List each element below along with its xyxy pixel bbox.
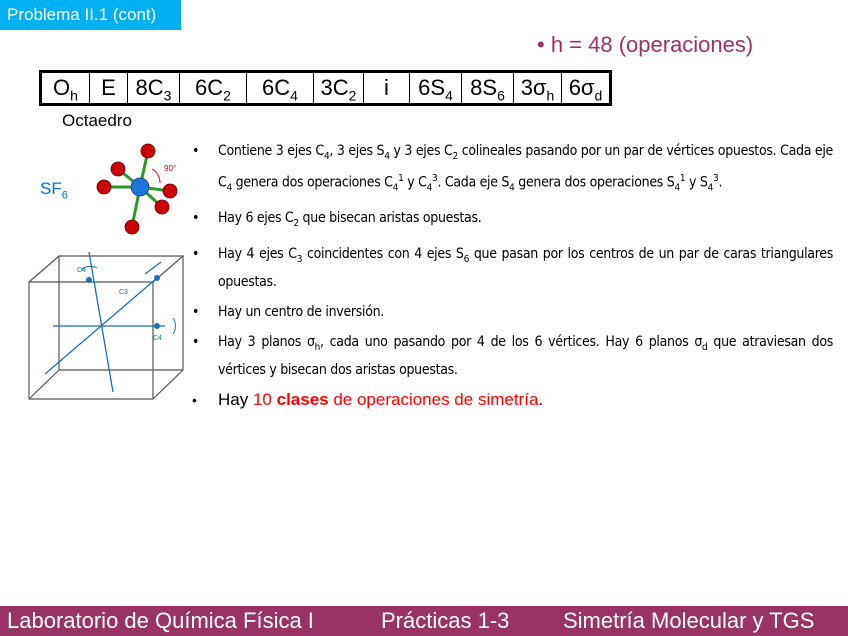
bullet-c3-axes: • Hay 4 ejes $C_3$ coincidentes con 4 ejes $S_6$ que pasan por los centros de un par de caras triangulares opuestas. <box>192 243 833 293</box>
character-table-header <box>39 70 612 106</box>
order-line: • h = 48 (operaciones) <box>537 32 754 57</box>
class-cell: $8C_3$ <box>128 73 180 103</box>
slide-tag: Problema II.1 (cont) <box>0 0 181 30</box>
footer-topic: Simetría Molecular y TGS <box>563 608 815 633</box>
angle-label: 90° <box>164 164 177 173</box>
symmetry-bullet-list <box>192 140 833 419</box>
bullet-inversion: • Hay un centro de inversión. <box>192 301 833 323</box>
bullet-c2-axes: • Hay 6 ejes $C_2$ que bisecan aristas opuestas. <box>192 207 833 235</box>
class-cell: $6C_2$ <box>180 73 247 103</box>
c4-right-label: C4 <box>153 335 162 342</box>
footer-bar <box>0 606 848 636</box>
octahedron-label: Octaedro <box>62 111 132 130</box>
footer-course: Laboratorio de Química Física I <box>7 608 314 633</box>
class-cell: $6S_4$ <box>410 73 462 103</box>
footer-practice: Prácticas 1-3 <box>381 608 510 633</box>
c4-top-label: C4 <box>77 267 86 274</box>
class-cell: $6C_4$ <box>247 73 314 103</box>
bullet-classes: • Hay 10 clases de operaciones de simetría. <box>192 389 833 411</box>
bullet-planes: • Hay 3 planos $\sigma_h$, cada uno pasando por 4 de los 6 vértices. Hay 6 planos $\sigma_d$ que atraviesan dos vértices y bisecan dos aristas opuestas. <box>192 331 833 381</box>
class-cell: $8S_6$ <box>462 73 514 103</box>
class-cell: E <box>90 73 128 103</box>
class-cell: $3C_2$ <box>314 73 364 103</box>
class-cell: i <box>364 73 410 103</box>
class-cell: $O_h$ <box>42 73 90 103</box>
sf6-label: $SF_6$ <box>40 179 68 202</box>
bullet-c4-axes: • Contiene 3 ejes $C_4$, 3 ejes $S_4$ y 3 ejes $C_2$ colineales pasando por un par de vértices opuestos. Cada eje $C_4$ genera dos operaciones $C_4^1$ y $C_4^3$. Cada eje $S_4$ genera dos operaciones $S_4^1$ y $S_4^3$. <box>192 140 833 199</box>
c3-label: C3 <box>119 289 128 296</box>
cube-symmetry-diagram <box>25 242 190 404</box>
sf6-molecule-icon <box>90 139 190 239</box>
class-cell: $6\sigma_d$ <box>568 75 603 104</box>
class-cell: $3\sigma_h$ <box>514 73 562 103</box>
